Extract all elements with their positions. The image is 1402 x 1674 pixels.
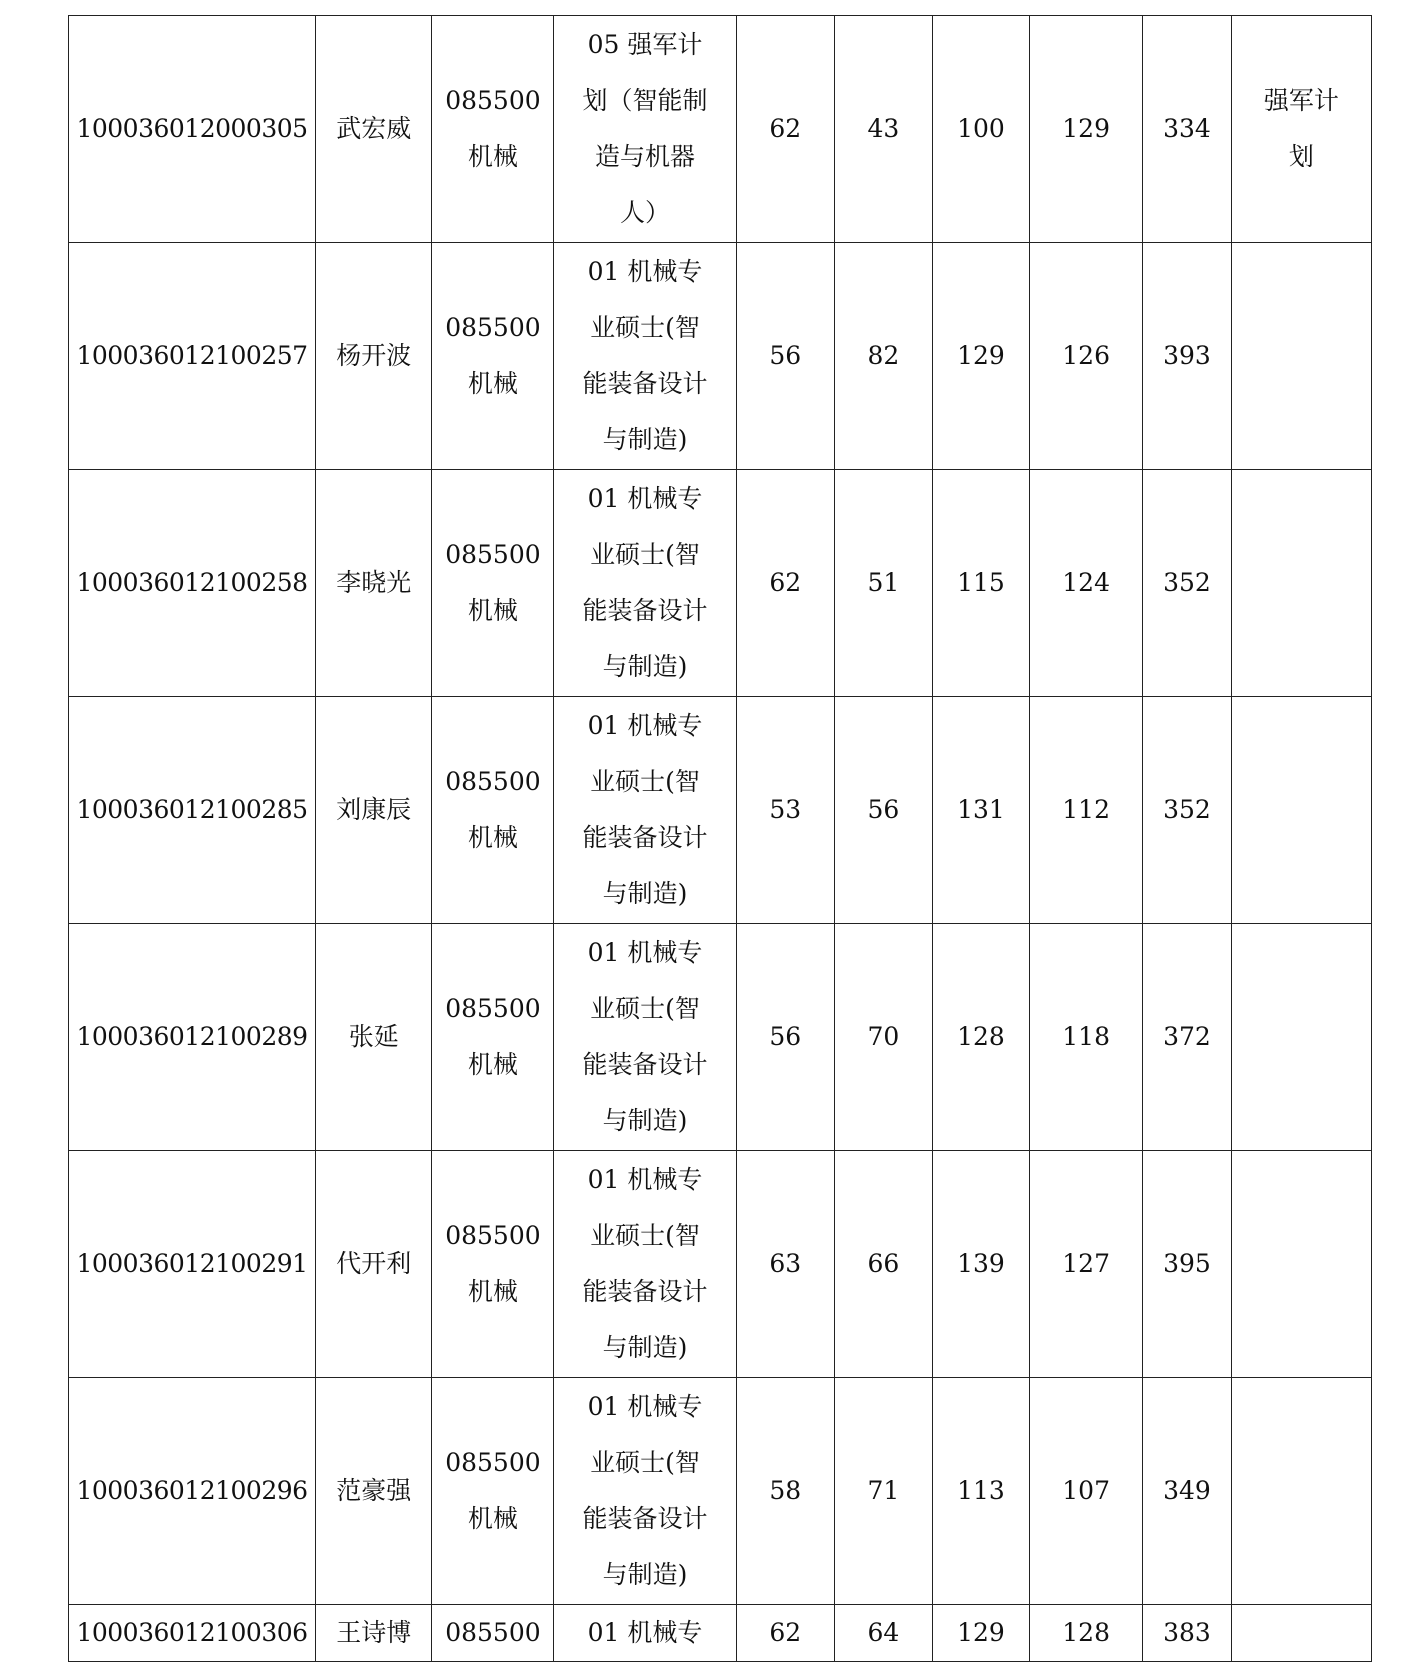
candidate-id-cell: [69, 1378, 316, 1605]
candidate-id-cell: [69, 1151, 316, 1378]
score-1: 56: [769, 1022, 802, 1051]
score-3: 113: [957, 1476, 1005, 1505]
major-cell: [432, 243, 554, 470]
research-direction: 01 机械专 业硕士(智 能装备设计 与制造): [582, 257, 708, 454]
candidate-name: 李晓光: [336, 568, 412, 597]
candidate-name: 范豪强: [336, 1476, 412, 1505]
major-cell: [432, 1151, 554, 1378]
total-cell: [1143, 1378, 1231, 1605]
research-direction: 05 强军计 划（智能制 造与机器 人）: [582, 30, 708, 227]
score-2-cell: [834, 1605, 932, 1662]
score-2: 70: [867, 1022, 900, 1051]
score-4-cell: [1030, 16, 1143, 243]
name-cell: [316, 1378, 432, 1605]
score-2-cell: [834, 470, 932, 697]
score-3-cell: [932, 243, 1029, 470]
score-1: 56: [769, 341, 802, 370]
candidate-id-cell: [69, 697, 316, 924]
score-4-cell: [1030, 1378, 1143, 1605]
table-row: [69, 1605, 1372, 1662]
score-4-cell: [1030, 470, 1143, 697]
candidate-name: 张延: [348, 1022, 399, 1051]
score-3-cell: [932, 1151, 1029, 1378]
major-code: 085500 机械: [445, 767, 541, 852]
total-score: 372: [1163, 1022, 1211, 1051]
candidate-id: 100036012000305: [76, 114, 308, 143]
research-direction: 01 机械专 业硕士(智 能装备设计 与制造): [582, 938, 708, 1135]
score-4: 128: [1062, 1618, 1110, 1647]
score-4: 107: [1062, 1476, 1110, 1505]
score-1-cell: [736, 16, 834, 243]
candidate-name: 武宏威: [336, 114, 412, 143]
direction-cell: [554, 243, 736, 470]
table-row: [69, 243, 1372, 470]
note-cell: [1231, 1378, 1371, 1605]
score-4-cell: [1030, 924, 1143, 1151]
score-table: [68, 15, 1372, 1662]
total-cell: [1143, 470, 1231, 697]
candidate-id: 100036012100257: [76, 341, 308, 370]
score-2: 43: [867, 114, 900, 143]
score-4: 118: [1062, 1022, 1110, 1051]
candidate-name: 刘康辰: [336, 795, 412, 824]
major-code: 085500 机械: [445, 313, 541, 398]
direction-cell: [554, 470, 736, 697]
score-3: 129: [957, 1618, 1005, 1647]
score-3-cell: [932, 924, 1029, 1151]
score-2: 56: [867, 795, 900, 824]
candidate-id: 100036012100285: [76, 795, 308, 824]
total-cell: [1143, 16, 1231, 243]
score-3: 115: [957, 568, 1005, 597]
candidate-id-cell: [69, 16, 316, 243]
candidate-name: 杨开波: [336, 341, 412, 370]
total-score: 349: [1163, 1476, 1211, 1505]
total-score: 334: [1163, 114, 1211, 143]
score-1: 62: [769, 1618, 802, 1647]
research-direction: 01 机械专 业硕士(智 能装备设计 与制造): [582, 711, 708, 908]
direction-cell: [554, 924, 736, 1151]
candidate-id: 100036012100258: [76, 568, 308, 597]
direction-cell: [554, 697, 736, 924]
score-1: 62: [769, 114, 802, 143]
major-code: 085500 机械: [445, 86, 541, 171]
total-score: 395: [1163, 1249, 1211, 1278]
score-1-cell: [736, 1151, 834, 1378]
name-cell: [316, 1151, 432, 1378]
direction-cell: [554, 1605, 736, 1662]
score-1-cell: [736, 470, 834, 697]
research-direction: 01 机械专: [587, 1618, 703, 1647]
candidate-name: 代开利: [336, 1249, 412, 1278]
name-cell: [316, 16, 432, 243]
candidate-id: 100036012100296: [76, 1476, 308, 1505]
major-cell: [432, 1605, 554, 1662]
major-code: 085500 机械: [445, 994, 541, 1079]
note-cell: [1231, 697, 1371, 924]
total-cell: [1143, 243, 1231, 470]
table-row: [69, 924, 1372, 1151]
research-direction: 01 机械专 业硕士(智 能装备设计 与制造): [582, 484, 708, 681]
score-1: 53: [769, 795, 802, 824]
score-1: 58: [769, 1476, 802, 1505]
total-cell: [1143, 697, 1231, 924]
total-score: 383: [1163, 1618, 1211, 1647]
total-cell: [1143, 924, 1231, 1151]
score-4: 127: [1062, 1249, 1110, 1278]
score-4-cell: [1030, 243, 1143, 470]
table-row: [69, 697, 1372, 924]
note-cell: [1231, 1605, 1371, 1662]
total-score: 352: [1163, 795, 1211, 824]
note-cell: [1231, 924, 1371, 1151]
name-cell: [316, 470, 432, 697]
score-4-cell: [1030, 697, 1143, 924]
major-cell: [432, 470, 554, 697]
score-2-cell: [834, 16, 932, 243]
score-4-cell: [1030, 1151, 1143, 1378]
name-cell: [316, 924, 432, 1151]
research-direction: 01 机械专 业硕士(智 能装备设计 与制造): [582, 1165, 708, 1362]
candidate-id: 100036012100289: [76, 1022, 308, 1051]
score-table-body: [69, 16, 1372, 1662]
direction-cell: [554, 16, 736, 243]
table-row: [69, 1378, 1372, 1605]
score-3: 128: [957, 1022, 1005, 1051]
note-cell: [1231, 1151, 1371, 1378]
direction-cell: [554, 1378, 736, 1605]
score-2: 82: [867, 341, 900, 370]
note-cell: [1231, 16, 1371, 243]
candidate-id: 100036012100291: [76, 1249, 308, 1278]
score-2-cell: [834, 243, 932, 470]
score-3-cell: [932, 1378, 1029, 1605]
score-3: 129: [957, 341, 1005, 370]
score-1-cell: [736, 243, 834, 470]
name-cell: [316, 243, 432, 470]
note: 强军计 划: [1263, 86, 1339, 171]
score-4: 112: [1062, 795, 1110, 824]
candidate-id-cell: [69, 1605, 316, 1662]
score-1-cell: [736, 1378, 834, 1605]
table-row: [69, 470, 1372, 697]
score-1: 62: [769, 568, 802, 597]
score-3-cell: [932, 1605, 1029, 1662]
major-code: 085500: [445, 1618, 541, 1647]
score-1-cell: [736, 697, 834, 924]
major-cell: [432, 1378, 554, 1605]
score-3: 139: [957, 1249, 1005, 1278]
score-1-cell: [736, 1605, 834, 1662]
score-1-cell: [736, 924, 834, 1151]
score-3: 100: [957, 114, 1005, 143]
name-cell: [316, 697, 432, 924]
score-2-cell: [834, 1151, 932, 1378]
total-cell: [1143, 1605, 1231, 1662]
candidate-id-cell: [69, 470, 316, 697]
score-2: 64: [867, 1618, 900, 1647]
score-4: 124: [1062, 568, 1110, 597]
score-1: 63: [769, 1249, 802, 1278]
total-score: 352: [1163, 568, 1211, 597]
score-2: 51: [867, 568, 900, 597]
score-3: 131: [957, 795, 1005, 824]
major-cell: [432, 16, 554, 243]
score-2-cell: [834, 924, 932, 1151]
major-code: 085500 机械: [445, 1448, 541, 1533]
major-cell: [432, 697, 554, 924]
total-cell: [1143, 1151, 1231, 1378]
candidate-name: 王诗博: [336, 1618, 412, 1647]
candidate-id-cell: [69, 924, 316, 1151]
note-cell: [1231, 243, 1371, 470]
score-4-cell: [1030, 1605, 1143, 1662]
score-2-cell: [834, 697, 932, 924]
direction-cell: [554, 1151, 736, 1378]
major-cell: [432, 924, 554, 1151]
score-4: 129: [1062, 114, 1110, 143]
candidate-id-cell: [69, 243, 316, 470]
score-3-cell: [932, 470, 1029, 697]
total-score: 393: [1163, 341, 1211, 370]
score-2-cell: [834, 1378, 932, 1605]
major-code: 085500 机械: [445, 1221, 541, 1306]
table-row: [69, 16, 1372, 243]
score-2: 71: [867, 1476, 900, 1505]
major-code: 085500 机械: [445, 540, 541, 625]
candidate-id: 100036012100306: [76, 1618, 308, 1647]
score-3-cell: [932, 16, 1029, 243]
note-cell: [1231, 470, 1371, 697]
score-2: 66: [867, 1249, 900, 1278]
score-4: 126: [1062, 341, 1110, 370]
table-row: [69, 1151, 1372, 1378]
name-cell: [316, 1605, 432, 1662]
score-3-cell: [932, 697, 1029, 924]
research-direction: 01 机械专 业硕士(智 能装备设计 与制造): [582, 1392, 708, 1589]
